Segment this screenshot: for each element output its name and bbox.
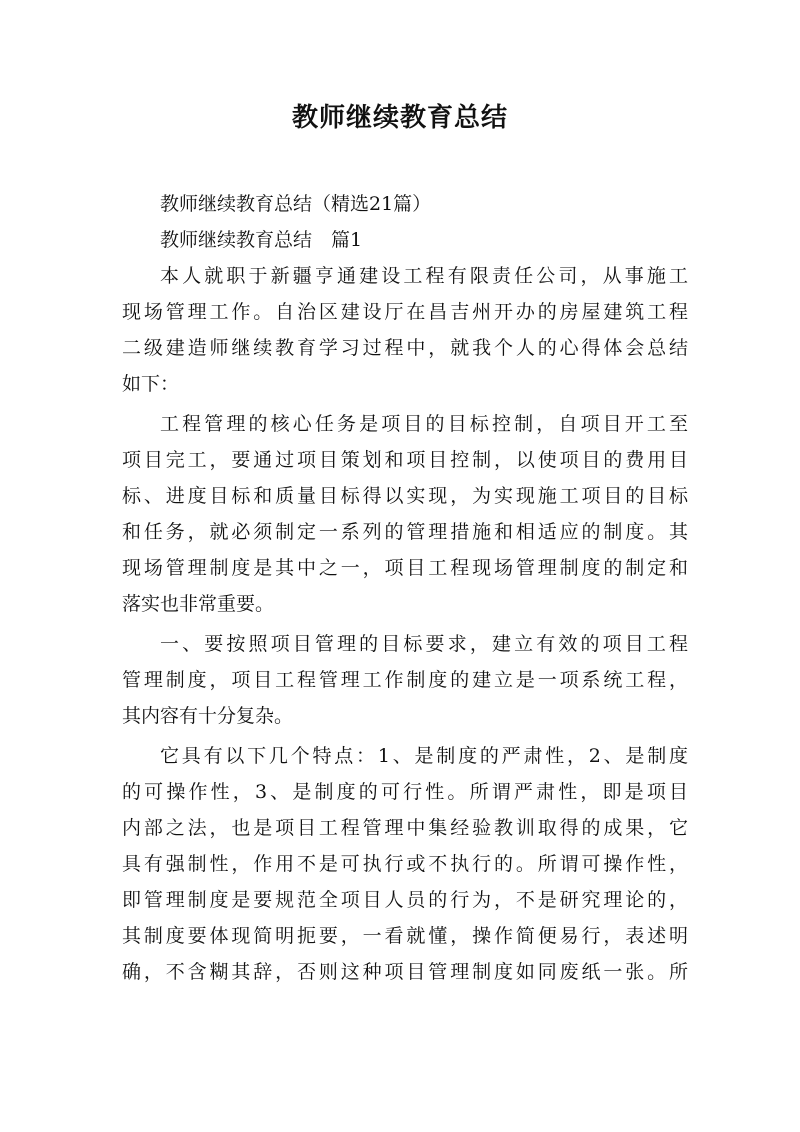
paragraph-line: 项目完工，要通过项目策划和项目控制，以使项目的费用目: [122, 449, 688, 471]
paragraph-line: 一、要按照项目管理的目标要求，建立有效的项目工程: [160, 633, 688, 655]
paragraph-line: 它具有以下几个特点：1、是制度的严肃性，2、是制度: [160, 745, 688, 767]
paragraph-line: 二级建造师继续教育学习过程中，就我个人的心得体会总结: [122, 337, 688, 359]
paragraph-line: 其制度要体现简明扼要，一看就懂，操作简便易行，表述明: [122, 925, 688, 947]
paragraph-line: 如下：: [122, 373, 180, 395]
paragraph-line: 标、进度目标和质量目标得以实现，为实现施工项目的目标: [122, 485, 688, 507]
paragraph-line: 确，不含糊其辞，否则这种项目管理制度如同废纸一张。所: [122, 961, 688, 983]
paragraph-line: 即管理制度是要规范全项目人员的行为，不是研究理论的，: [122, 889, 688, 911]
paragraph-line: 现场管理工作。自治区建设厅在昌吉州开办的房屋建筑工程: [122, 301, 688, 323]
paragraph-line: 现场管理制度是其中之一，项目工程现场管理制度的制定和: [122, 557, 688, 579]
section-heading: 教师继续教育总结 篇1: [160, 229, 363, 251]
paragraph-line: 落实也非常重要。: [122, 593, 275, 615]
paragraph-line: 和任务，就必须制定一系列的管理措施和相适应的制度。其: [122, 521, 688, 543]
paragraph: [122, 406, 688, 622]
paragraph-line: 具有强制性，作用不是可执行或不执行的。所谓可操作性，: [122, 853, 688, 875]
document-subtitle: 教师继续教育总结（精选21篇）: [160, 193, 432, 215]
paragraph: [122, 626, 688, 734]
paragraph: [122, 258, 688, 402]
document-title: 教师继续教育总结: [291, 103, 508, 133]
paragraph-line: 本人就职于新疆亨通建设工程有限责任公司，从事施工: [160, 265, 688, 287]
paragraph-line: 的可操作性，3、是制度的可行性。所谓严肃性，即是项目: [122, 781, 688, 803]
paragraph-line: 管理制度，项目工程管理工作制度的建立是一项系统工程，: [122, 669, 688, 691]
paragraph-line: 工程管理的核心任务是项目的目标控制，自项目开工至: [160, 413, 688, 435]
paragraph-line: 内部之法，也是项目工程管理中集经验教训取得的成果，它: [122, 817, 688, 839]
paragraph-line: 其内容有十分复杂。: [122, 705, 294, 727]
paragraph: [122, 738, 688, 990]
document-body: [122, 186, 688, 990]
